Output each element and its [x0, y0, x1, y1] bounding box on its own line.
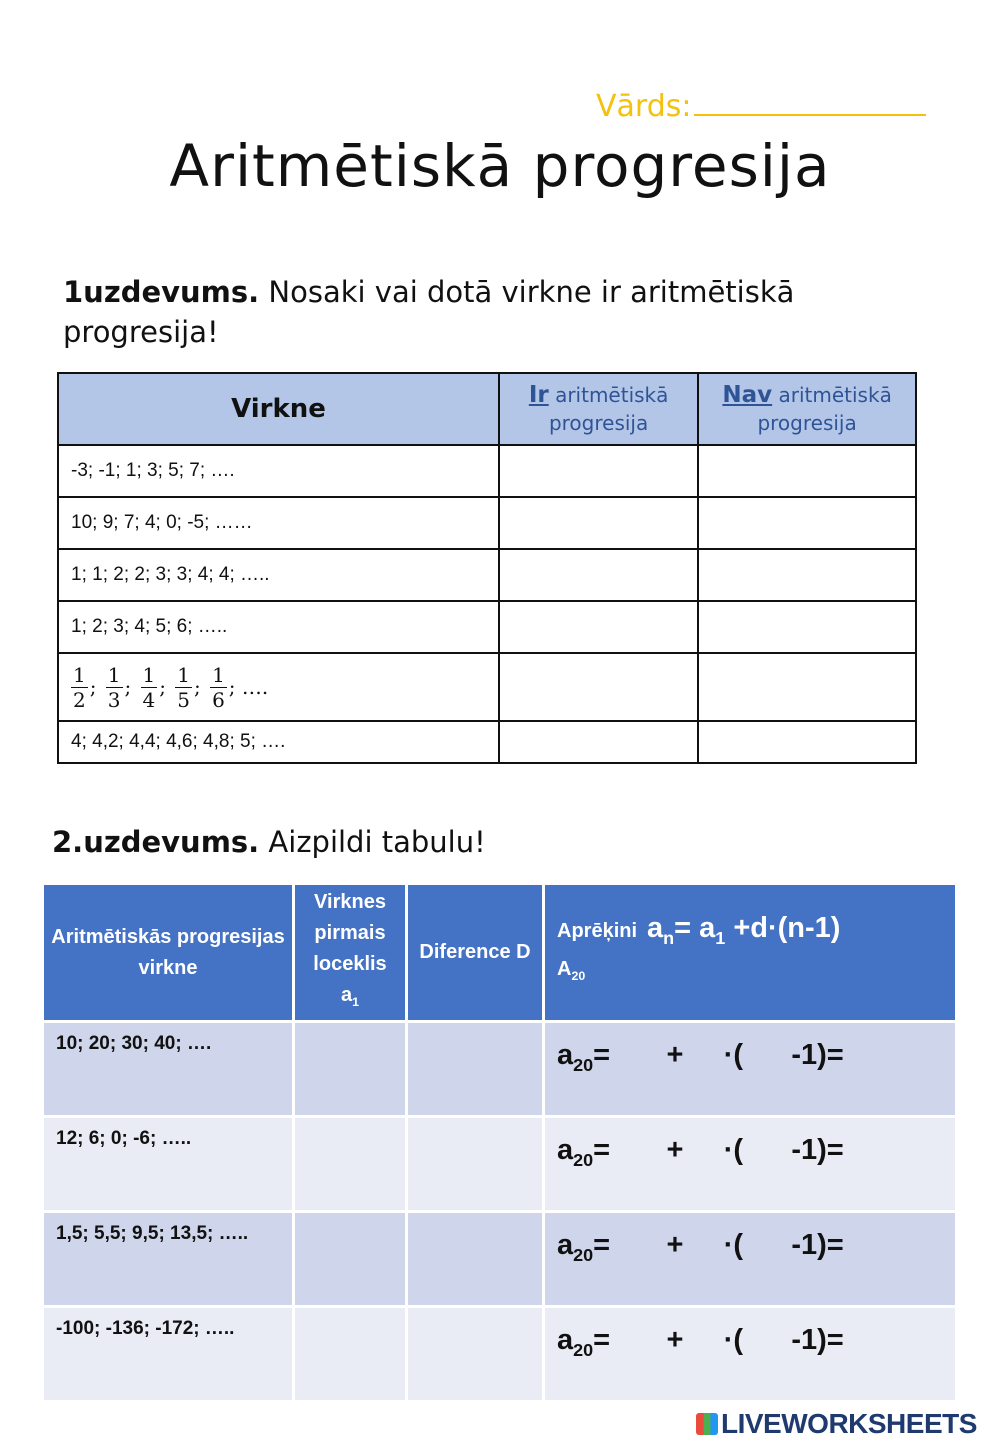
row-formula-a: a [557, 1039, 574, 1071]
answer-cell-isnot[interactable] [698, 601, 916, 653]
row-formula-sub: 20 [573, 1339, 594, 1360]
sequence-cell: 4; 4,2; 4,4; 4,6; 4,8; 5; …. [58, 721, 499, 763]
page-title: Aritmētiskā progresija [169, 132, 831, 200]
row-formula-rest: = + ·( -1)= [593, 1229, 844, 1261]
answer-cell-isnot[interactable] [698, 721, 916, 763]
row-formula-a: a [557, 1134, 574, 1166]
answer-cell-isnot[interactable] [698, 653, 916, 721]
answer-cell-is[interactable] [499, 445, 698, 497]
answer-cell-is[interactable] [499, 549, 698, 601]
answer-cell-isnot[interactable] [698, 445, 916, 497]
task2-col-sequence: Aritmētiskās progresijas virkne [43, 884, 294, 1022]
fraction [71, 663, 88, 712]
fraction-numerator: 1 [177, 662, 191, 687]
task2-sequence-cell: 12; 6; 0; -6; ….. [43, 1117, 294, 1212]
formula-tail: +d·(n-1) [725, 912, 841, 945]
formula-1: 1 [715, 927, 726, 948]
fraction-denominator: 2 [73, 687, 86, 712]
row-formula-sub: 20 [573, 1054, 594, 1075]
task2-col-calc-target-sub: 20 [571, 968, 586, 983]
name-blank[interactable] [694, 86, 926, 116]
fraction-separator: ; [194, 675, 201, 699]
task2-col-calc [544, 884, 957, 1022]
difference-input[interactable] [407, 1022, 544, 1117]
fraction-denominator: 5 [177, 687, 191, 712]
answer-cell-isnot[interactable] [698, 497, 916, 549]
task2-sequence-cell: 10; 20; 30; 40; …. [43, 1022, 294, 1117]
fraction-numerator: 1 [107, 662, 121, 687]
task1-col-isnot-word: Nav [722, 382, 773, 408]
difference-input[interactable] [407, 1117, 544, 1212]
fraction-denominator: 3 [107, 687, 121, 712]
first-term-input[interactable] [294, 1117, 407, 1212]
row-formula-rest: = + ·( -1)= [593, 1039, 844, 1071]
sequence-cell: 1; 2; 3; 4; 5; 6; ….. [58, 601, 499, 653]
formula-a: a [647, 912, 664, 945]
task1-heading [63, 272, 923, 352]
formula-input-cell[interactable] [544, 1307, 957, 1402]
task1-text: Nosaki vai dotā virkne ir aritmētiskā progresija! [63, 275, 795, 349]
liveworksheets-logo [696, 1408, 977, 1440]
difference-input[interactable] [407, 1307, 544, 1402]
formula-mid: = a [674, 912, 716, 945]
task2-col-calc-label: Aprēķini [557, 920, 638, 943]
logo-text: LIVEWORKSHEETS [721, 1408, 977, 1439]
task2-col-diff: Diference D [407, 884, 544, 1022]
name-field[interactable] [596, 86, 926, 124]
logo-blocks-icon [696, 1413, 718, 1435]
table-row [58, 721, 916, 763]
formula-input-cell[interactable] [544, 1022, 957, 1117]
row-formula-a: a [557, 1229, 574, 1261]
fraction-denominator: 4 [142, 687, 156, 712]
row-formula-rest: = + ·( -1)= [593, 1134, 844, 1166]
fraction-tail: ; …. [228, 675, 269, 699]
row-formula-a: a [557, 1324, 574, 1356]
table-row [43, 1022, 957, 1117]
table-row [58, 601, 916, 653]
sequence-cell: -3; -1; 1; 3; 5; 7; …. [58, 445, 499, 497]
fraction [141, 663, 158, 712]
answer-cell-is[interactable] [499, 721, 698, 763]
formula-input-cell[interactable] [544, 1117, 957, 1212]
task2-sequence-cell: 1,5; 5,5; 9,5; 13,5; ….. [43, 1212, 294, 1307]
fraction [175, 663, 192, 712]
fraction [106, 663, 123, 712]
answer-cell-is[interactable] [499, 601, 698, 653]
sequence-cell: 1; 1; 2; 2; 3; 3; 4; 4; ….. [58, 549, 499, 601]
task2-col-first-label: Virknes pirmais loceklis [313, 891, 387, 975]
task2-col-first-sub: 1 [352, 995, 360, 1009]
task2-sequence-cell: -100; -136; -172; ….. [43, 1307, 294, 1402]
formula-header [647, 912, 841, 948]
fraction-numerator: 1 [142, 662, 156, 687]
answer-cell-is[interactable] [499, 653, 698, 721]
first-term-input[interactable] [294, 1307, 407, 1402]
task1-col-is-rest: aritmētiskā progresija [548, 383, 669, 435]
sequence-cell-fractions [58, 653, 499, 721]
table-row [58, 653, 916, 721]
task2-label: 2.uzdevums. [52, 825, 260, 859]
row-formula-sub: 20 [573, 1244, 594, 1265]
task1-col-isnot-rest: aritmētiskā progresija [757, 383, 892, 435]
task2-col-calc-target: A [557, 957, 572, 980]
task1-col-sequence: Virkne [58, 373, 499, 445]
first-term-input[interactable] [294, 1212, 407, 1307]
task1-label: 1uzdevums. [63, 275, 260, 309]
first-term-input[interactable] [294, 1022, 407, 1117]
table-row [43, 1212, 957, 1307]
fraction-separator: ; [159, 675, 167, 699]
task1-col-is [499, 373, 698, 445]
fraction-separator: ; [89, 675, 97, 699]
fraction-denominator: 6 [212, 687, 225, 712]
table-row [58, 445, 916, 497]
difference-input[interactable] [407, 1212, 544, 1307]
task2-col-first [294, 884, 407, 1022]
row-formula-rest: = + ·( -1)= [593, 1324, 844, 1356]
name-label: Vārds: [596, 89, 692, 124]
fraction-numerator: 1 [73, 662, 86, 687]
fraction [210, 663, 227, 712]
task2-text: Aizpildi tabulu! [259, 825, 486, 859]
task2-col-first-symbol: a [340, 984, 353, 1006]
formula-n: n [663, 927, 675, 948]
table-row [58, 497, 916, 549]
task1-col-isnot [698, 373, 916, 445]
fraction-separator: ; [124, 675, 132, 699]
table-row [43, 1117, 957, 1212]
answer-cell-is[interactable] [499, 497, 698, 549]
sequence-cell: 10; 9; 7; 4; 0; -5; …… [58, 497, 499, 549]
task1-col-is-word: Ir [528, 382, 549, 408]
task2-heading [52, 822, 912, 862]
table-row [58, 549, 916, 601]
row-formula-sub: 20 [573, 1149, 594, 1170]
task2-table [41, 882, 958, 1403]
formula-input-cell[interactable] [544, 1212, 957, 1307]
task1-table [57, 372, 917, 764]
table-row [43, 1307, 957, 1402]
fraction-numerator: 1 [212, 662, 225, 687]
answer-cell-isnot[interactable] [698, 549, 916, 601]
